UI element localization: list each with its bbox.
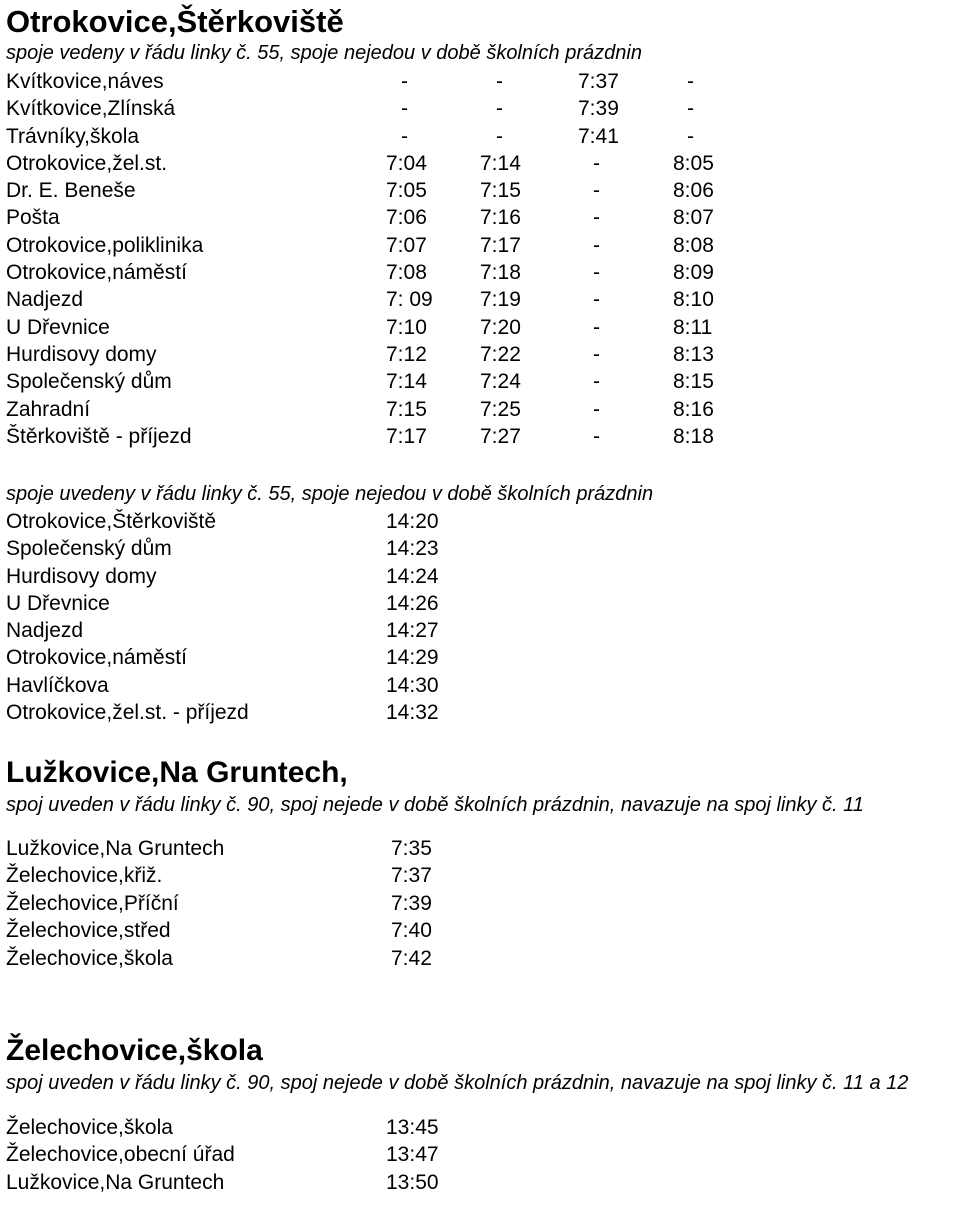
timetable-row (6, 396, 714, 423)
stop-name: Havlíčkova (6, 673, 109, 697)
departure-time: 7:15 (386, 397, 427, 421)
stop-name: Lužkovice,Na Gruntech (6, 837, 225, 860)
timetable-row (6, 204, 714, 231)
departure-time: 14:26 (386, 591, 439, 615)
timetable-row (6, 617, 653, 644)
timetable-row (6, 563, 653, 590)
departure-time: 8:06 (673, 179, 714, 203)
departure-time: 7:22 (480, 342, 521, 366)
departure-time: 7:07 (386, 233, 427, 257)
timetable-row (6, 890, 864, 917)
departure-time: 7:40 (391, 919, 432, 943)
departure-time: 7:10 (386, 315, 427, 339)
departure-time: 14:27 (386, 619, 439, 643)
timetable-rows (6, 68, 714, 450)
stop-name: Kvítkovice,náves (6, 70, 164, 93)
timetable-row (6, 535, 653, 562)
timetable-row (6, 945, 864, 972)
departure-time: 7:25 (480, 397, 521, 421)
departure-time: 14:29 (386, 646, 439, 670)
departure-time: 7:19 (480, 288, 521, 312)
stop-name: Želechovice,škola (6, 946, 173, 970)
stop-name: Želechovice,škola (6, 1116, 173, 1139)
stop-name: Zahradní (6, 397, 91, 421)
departure-time: 8:11 (673, 315, 713, 339)
timetable-row (6, 1169, 908, 1196)
section-note: spoj uveden v řádu linky č. 90, spoj nejede v době školních prázdnin, navazuje na spoj linky č. 11 a 12 (6, 1072, 909, 1094)
stop-name: Hurdisovy domy (6, 564, 157, 588)
timetable-rows (6, 835, 864, 972)
departure-time: 7:14 (386, 370, 427, 394)
departure-time: 7:35 (391, 837, 432, 860)
section-note: spoje vedeny v řádu linky č. 55, spoje nejedou v době školních prázdnin (6, 42, 642, 64)
departure-time: 14:23 (386, 537, 439, 561)
departure-time: - (496, 70, 503, 93)
stop-name: U Dřevnice (6, 591, 110, 615)
departure-time: 7:05 (386, 179, 427, 203)
stop-name: Štěrkoviště - příjezd (6, 424, 192, 448)
timetable-row (6, 259, 714, 286)
departure-time: 7:18 (480, 261, 521, 285)
departure-time: 7:06 (386, 206, 427, 230)
section-title: Lužkovice,Na Gruntech, (6, 756, 348, 789)
departure-time: 7:39 (391, 891, 432, 915)
departure-time: - (593, 315, 600, 339)
departure-time: 7:24 (480, 370, 521, 394)
timetable-row (6, 150, 714, 177)
departure-time: 7:37 (391, 864, 432, 888)
stop-name: Nadjezd (6, 288, 84, 312)
departure-time: - (401, 124, 408, 148)
departure-time: - (593, 261, 600, 285)
stop-name: Společenský dům (6, 370, 172, 394)
stop-name: Lužkovice,Na Gruntech (6, 1170, 225, 1194)
departure-time: 8:07 (673, 206, 714, 230)
departure-time: 14:24 (386, 564, 439, 588)
departure-time: - (593, 288, 600, 312)
timetable-row (6, 314, 713, 341)
timetable-row (6, 95, 694, 122)
departure-time: - (593, 424, 600, 448)
departure-time: - (496, 97, 503, 121)
timetable-rows (6, 1114, 908, 1196)
departure-time: 8:08 (673, 233, 714, 257)
timetable-row (6, 1114, 908, 1141)
departure-time: 7:42 (391, 946, 432, 970)
departure-time: 13:47 (386, 1143, 439, 1167)
timetable-row (6, 672, 653, 699)
stop-name: Otrokovice,žel.st. (6, 151, 168, 175)
departure-time: 8:13 (673, 342, 714, 366)
section-title: Otrokovice,Štěrkoviště (6, 4, 344, 39)
timetable-row (6, 368, 714, 395)
departure-time: - (687, 124, 694, 148)
stop-name: Otrokovice,náměstí (6, 261, 187, 285)
departure-time: - (687, 97, 694, 121)
stop-name: Otrokovice,žel.st. - příjezd (6, 701, 249, 725)
departure-time: - (401, 70, 408, 93)
section-title: Želechovice,škola (6, 1034, 263, 1067)
timetable-row (6, 644, 653, 671)
departure-time: 13:50 (386, 1170, 439, 1194)
departure-time: - (593, 233, 600, 257)
departure-time: 7:04 (386, 151, 427, 175)
stop-name: Trávníky,škola (6, 124, 140, 148)
timetable-row (6, 423, 714, 450)
section-zelechovice-skola (6, 1036, 908, 1196)
timetable-row (6, 177, 714, 204)
departure-time: 7:20 (480, 315, 521, 339)
departure-time: 8:15 (673, 370, 714, 394)
departure-time: 13:45 (386, 1116, 439, 1139)
departure-time: 8:10 (673, 288, 714, 312)
stop-name: Nadjezd (6, 619, 84, 643)
departure-time: - (496, 124, 503, 148)
departure-time: 7:39 (578, 97, 619, 121)
departure-time: 7: 09 (386, 288, 433, 312)
departure-time: 14:20 (386, 510, 439, 533)
departure-time: - (593, 179, 600, 203)
stop-name: Pošta (6, 206, 60, 230)
departure-time: - (593, 151, 600, 175)
departure-time: 8:18 (673, 424, 714, 448)
section-luzkovice (6, 758, 864, 972)
departure-time: 8:05 (673, 151, 714, 175)
departure-time: 7:15 (480, 179, 521, 203)
departure-time: 7:12 (386, 342, 427, 366)
departure-time: 7:16 (480, 206, 521, 230)
section-note: spoj uveden v řádu linky č. 90, spoj nejede v době školních prázdnin, navazuje na spoj linky č. 11 (6, 794, 864, 816)
departure-time: - (593, 206, 600, 230)
departure-time: 14:32 (386, 701, 439, 725)
timetable-row (6, 590, 653, 617)
timetable-row (6, 699, 653, 726)
timetable-row (6, 508, 653, 535)
timetable-row (6, 68, 694, 95)
timetable-row (6, 286, 714, 313)
stop-name: Želechovice,obecní úřad (6, 1143, 235, 1167)
stop-name: Želechovice,střed (6, 919, 171, 943)
departure-time: 7:37 (578, 70, 619, 93)
timetable-row (6, 123, 694, 150)
departure-time: 7:41 (578, 124, 619, 148)
departure-time: - (593, 397, 600, 421)
departure-time: - (401, 97, 408, 121)
departure-time: 7:14 (480, 151, 521, 175)
timetable-row (6, 341, 714, 368)
section-note: spoje uvedeny v řádu linky č. 55, spoje nejedou v době školních prázdnin (6, 483, 654, 505)
section-afternoon (6, 484, 653, 726)
timetable-row (6, 835, 864, 862)
departure-time: - (687, 70, 694, 93)
stop-name: Dr. E. Beneše (6, 179, 136, 203)
timetable-rows (6, 508, 653, 726)
departure-time: 14:30 (386, 673, 439, 697)
timetable-row (6, 862, 864, 889)
timetable-row (6, 1141, 908, 1168)
timetable-row (6, 917, 864, 944)
departure-time: 7:17 (386, 424, 427, 448)
timetable-row (6, 232, 714, 259)
stop-name: Kvítkovice,Zlínská (6, 97, 176, 121)
stop-name: Hurdisovy domy (6, 342, 157, 366)
departure-time: 7:27 (480, 424, 521, 448)
stop-name: Otrokovice,náměstí (6, 646, 187, 670)
departure-time: 7:08 (386, 261, 427, 285)
departure-time: - (593, 342, 600, 366)
stop-name: Otrokovice,Štěrkoviště (6, 510, 217, 533)
stop-name: Želechovice,křiž. (6, 864, 163, 888)
departure-time: 8:16 (673, 397, 714, 421)
stop-name: U Dřevnice (6, 315, 110, 339)
section-otrokovice-sterkoviste (6, 4, 714, 450)
stop-name: Želechovice,Příční (6, 891, 179, 915)
stop-name: Společenský dům (6, 537, 172, 561)
departure-time: - (593, 370, 600, 394)
departure-time: 7:17 (480, 233, 521, 257)
departure-time: 8:09 (673, 261, 714, 285)
stop-name: Otrokovice,poliklinika (6, 233, 204, 257)
